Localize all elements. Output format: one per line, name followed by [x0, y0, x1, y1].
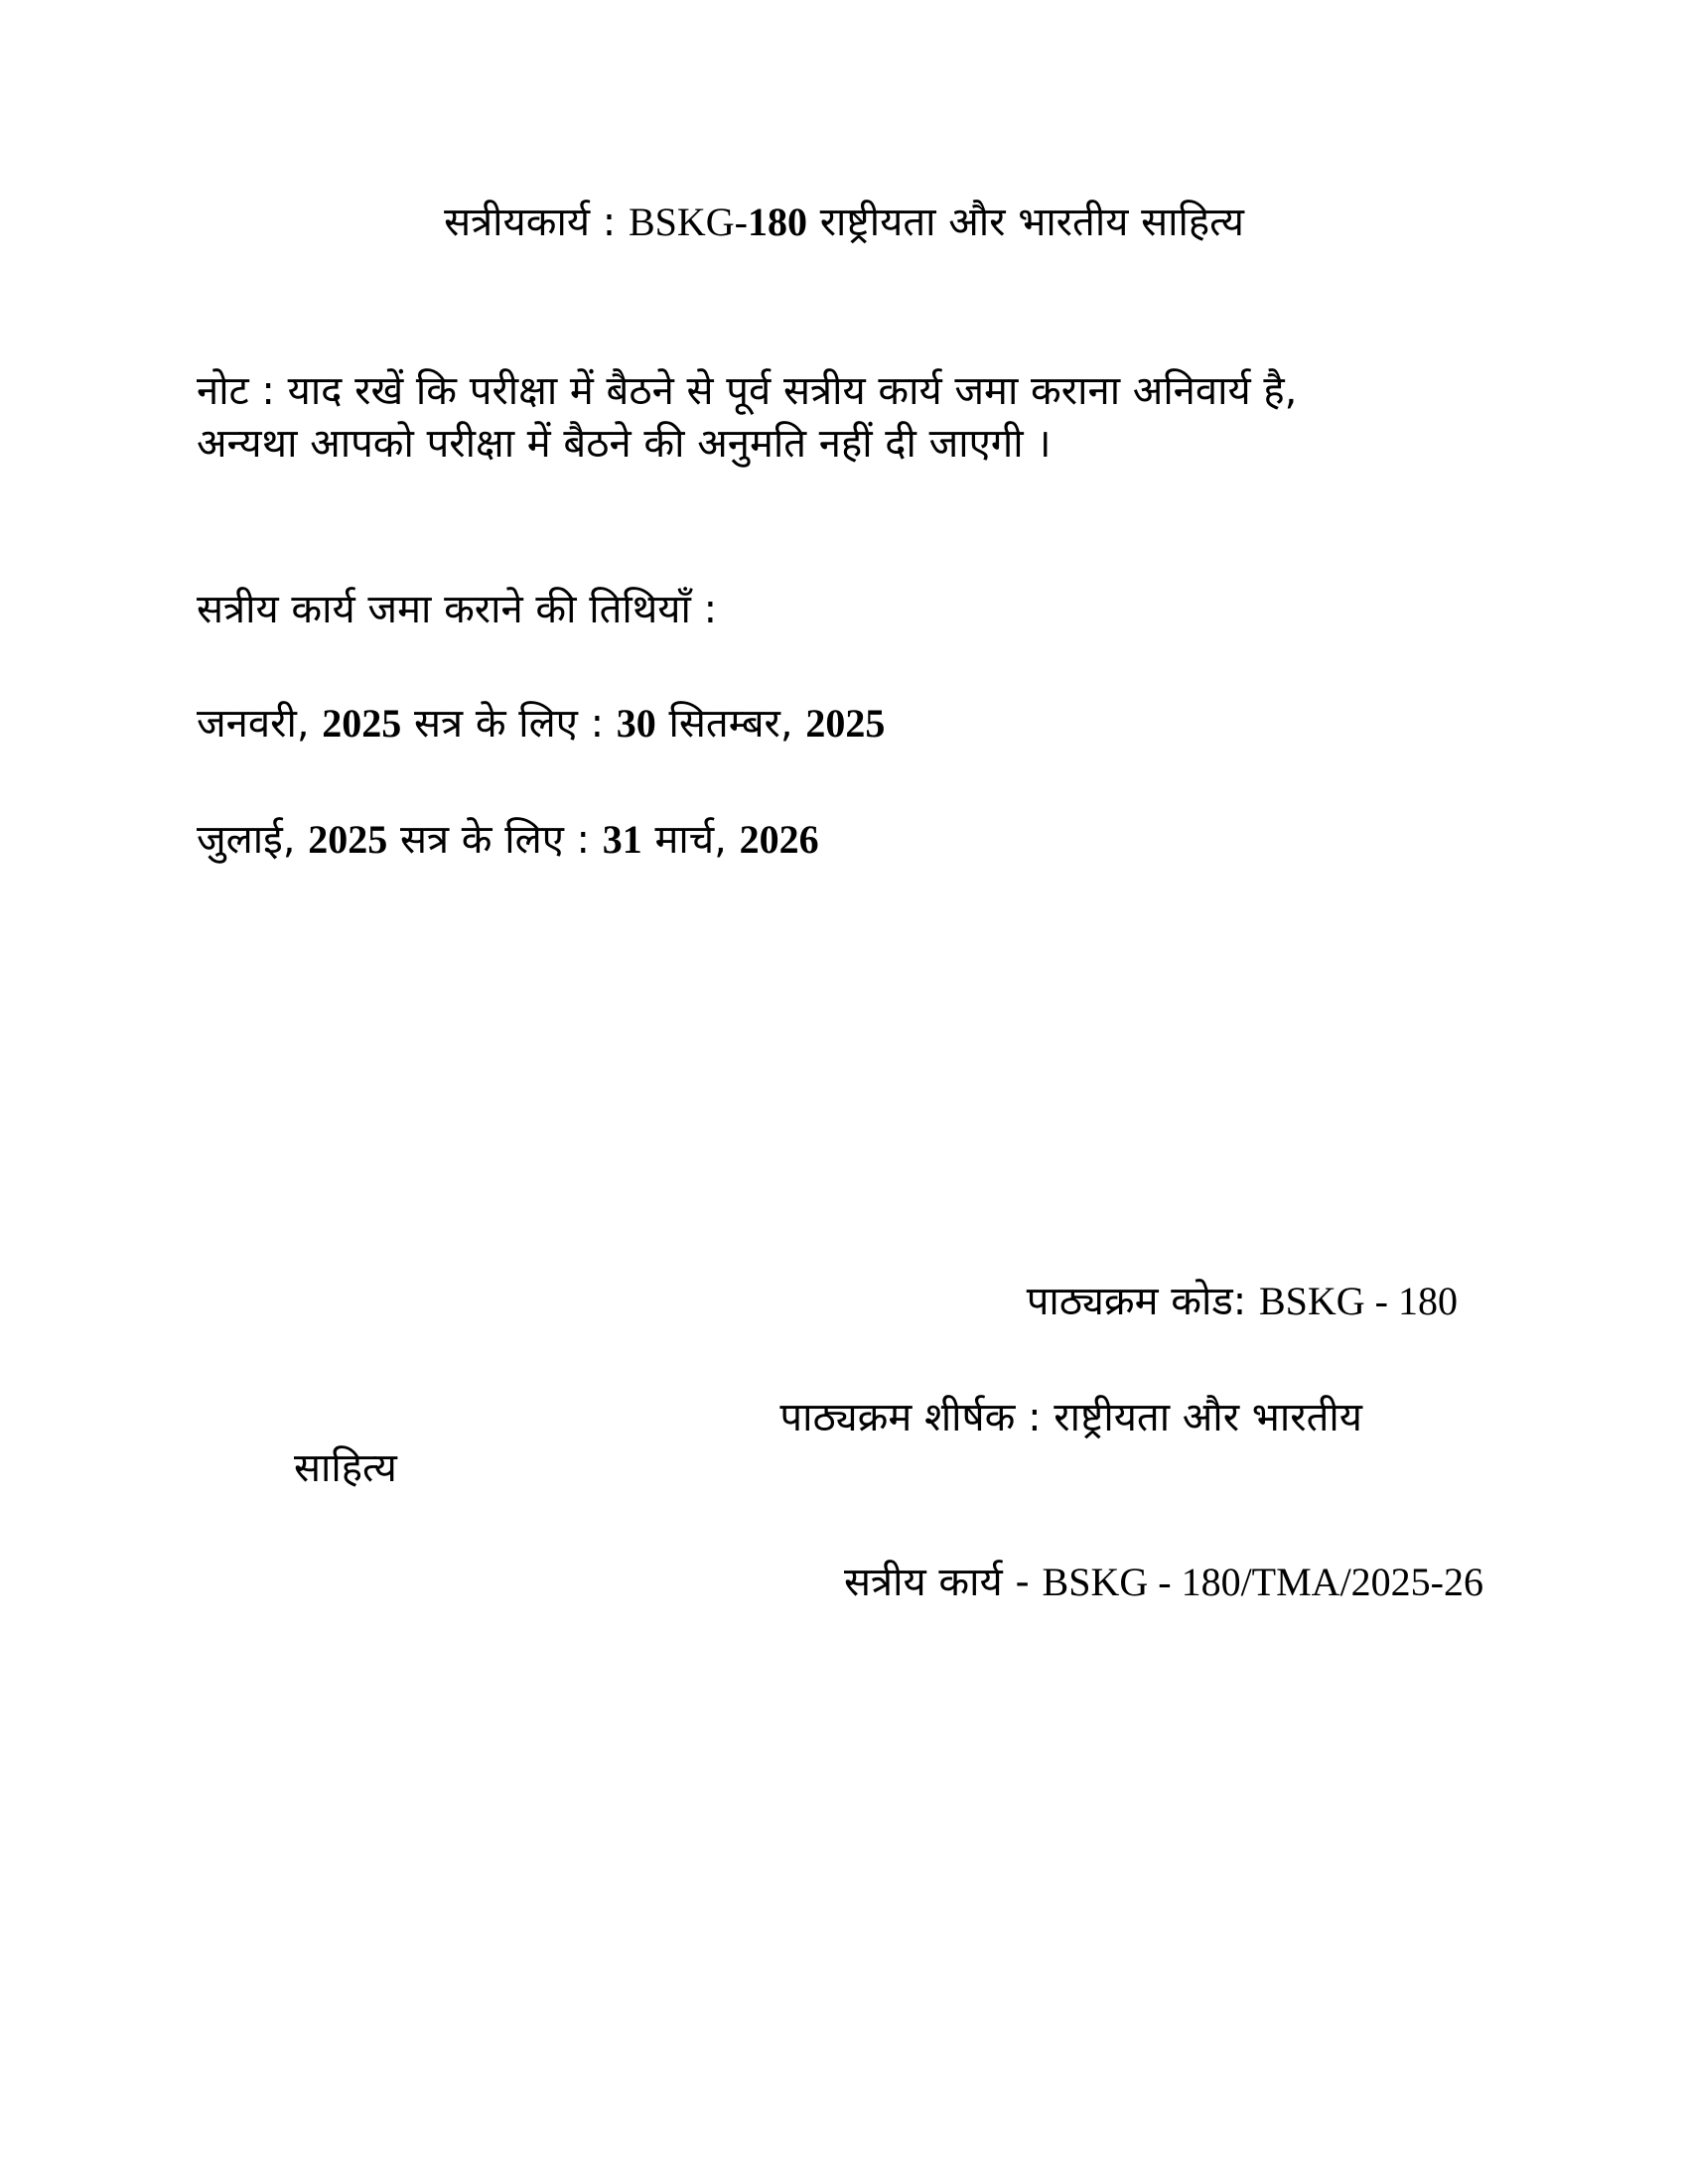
july-session-deadline [197, 814, 819, 866]
jul-deadline-year: 2026 [739, 817, 819, 862]
course-code [1027, 1276, 1458, 1327]
assignment-code-value: BSKG - 180/TMA/2025-26 [1042, 1560, 1483, 1604]
page-title [0, 197, 1688, 248]
jul-deadline-month: मार्च, [654, 817, 727, 863]
assignment-code [844, 1557, 1483, 1608]
jan-deadline-year: 2025 [805, 701, 886, 746]
assignment-code-label: सत्रीय कार्य - [844, 1560, 1030, 1605]
course-title-value: राष्ट्रीयता और भारतीय [1054, 1395, 1362, 1440]
note-line-1: नोट : याद रखें कि परीक्षा में बैठने से पूर्व सत्रीय कार्य जमा कराना अनिवार्य है, [197, 368, 1298, 414]
course-title-continuation: साहित्य [294, 1445, 397, 1491]
jul-session-mid: सत्र के लिए : [399, 817, 591, 863]
jul-session-year: 2025 [308, 817, 388, 862]
title-course-code: BSKG- [628, 200, 748, 244]
jan-session-label: जनवरी, [197, 701, 310, 747]
note-line-2: अन्यथा आपको परीक्षा में बैठने की अनुमति नहीं दी जाएगी । [197, 421, 1052, 467]
course-code-value: BSKG - 180 [1258, 1279, 1458, 1323]
jan-session-year: 2025 [322, 701, 402, 746]
course-title [779, 1392, 1362, 1443]
jul-session-label: जुलाई, [197, 817, 296, 863]
jan-deadline-month: सितम्बर, [668, 701, 793, 747]
january-session-deadline [197, 698, 885, 750]
course-code-label: पाठ्यक्रम कोड: [1026, 1279, 1247, 1324]
submission-dates-heading: सत्रीय कार्य जमा कराने की तिथियाँ : [197, 587, 718, 632]
course-title-label: पाठ्यक्रम शीर्षक : [779, 1395, 1042, 1440]
jan-session-mid: सत्र के लिए : [414, 701, 605, 747]
jan-deadline-day: 30 [616, 701, 656, 746]
title-prefix: सत्रीयकार्य : [444, 200, 617, 245]
title-subject: राष्ट्रीयता और भारतीय साहित्य [819, 200, 1244, 245]
jul-deadline-day: 31 [602, 817, 642, 862]
title-course-number: 180 [747, 200, 807, 244]
